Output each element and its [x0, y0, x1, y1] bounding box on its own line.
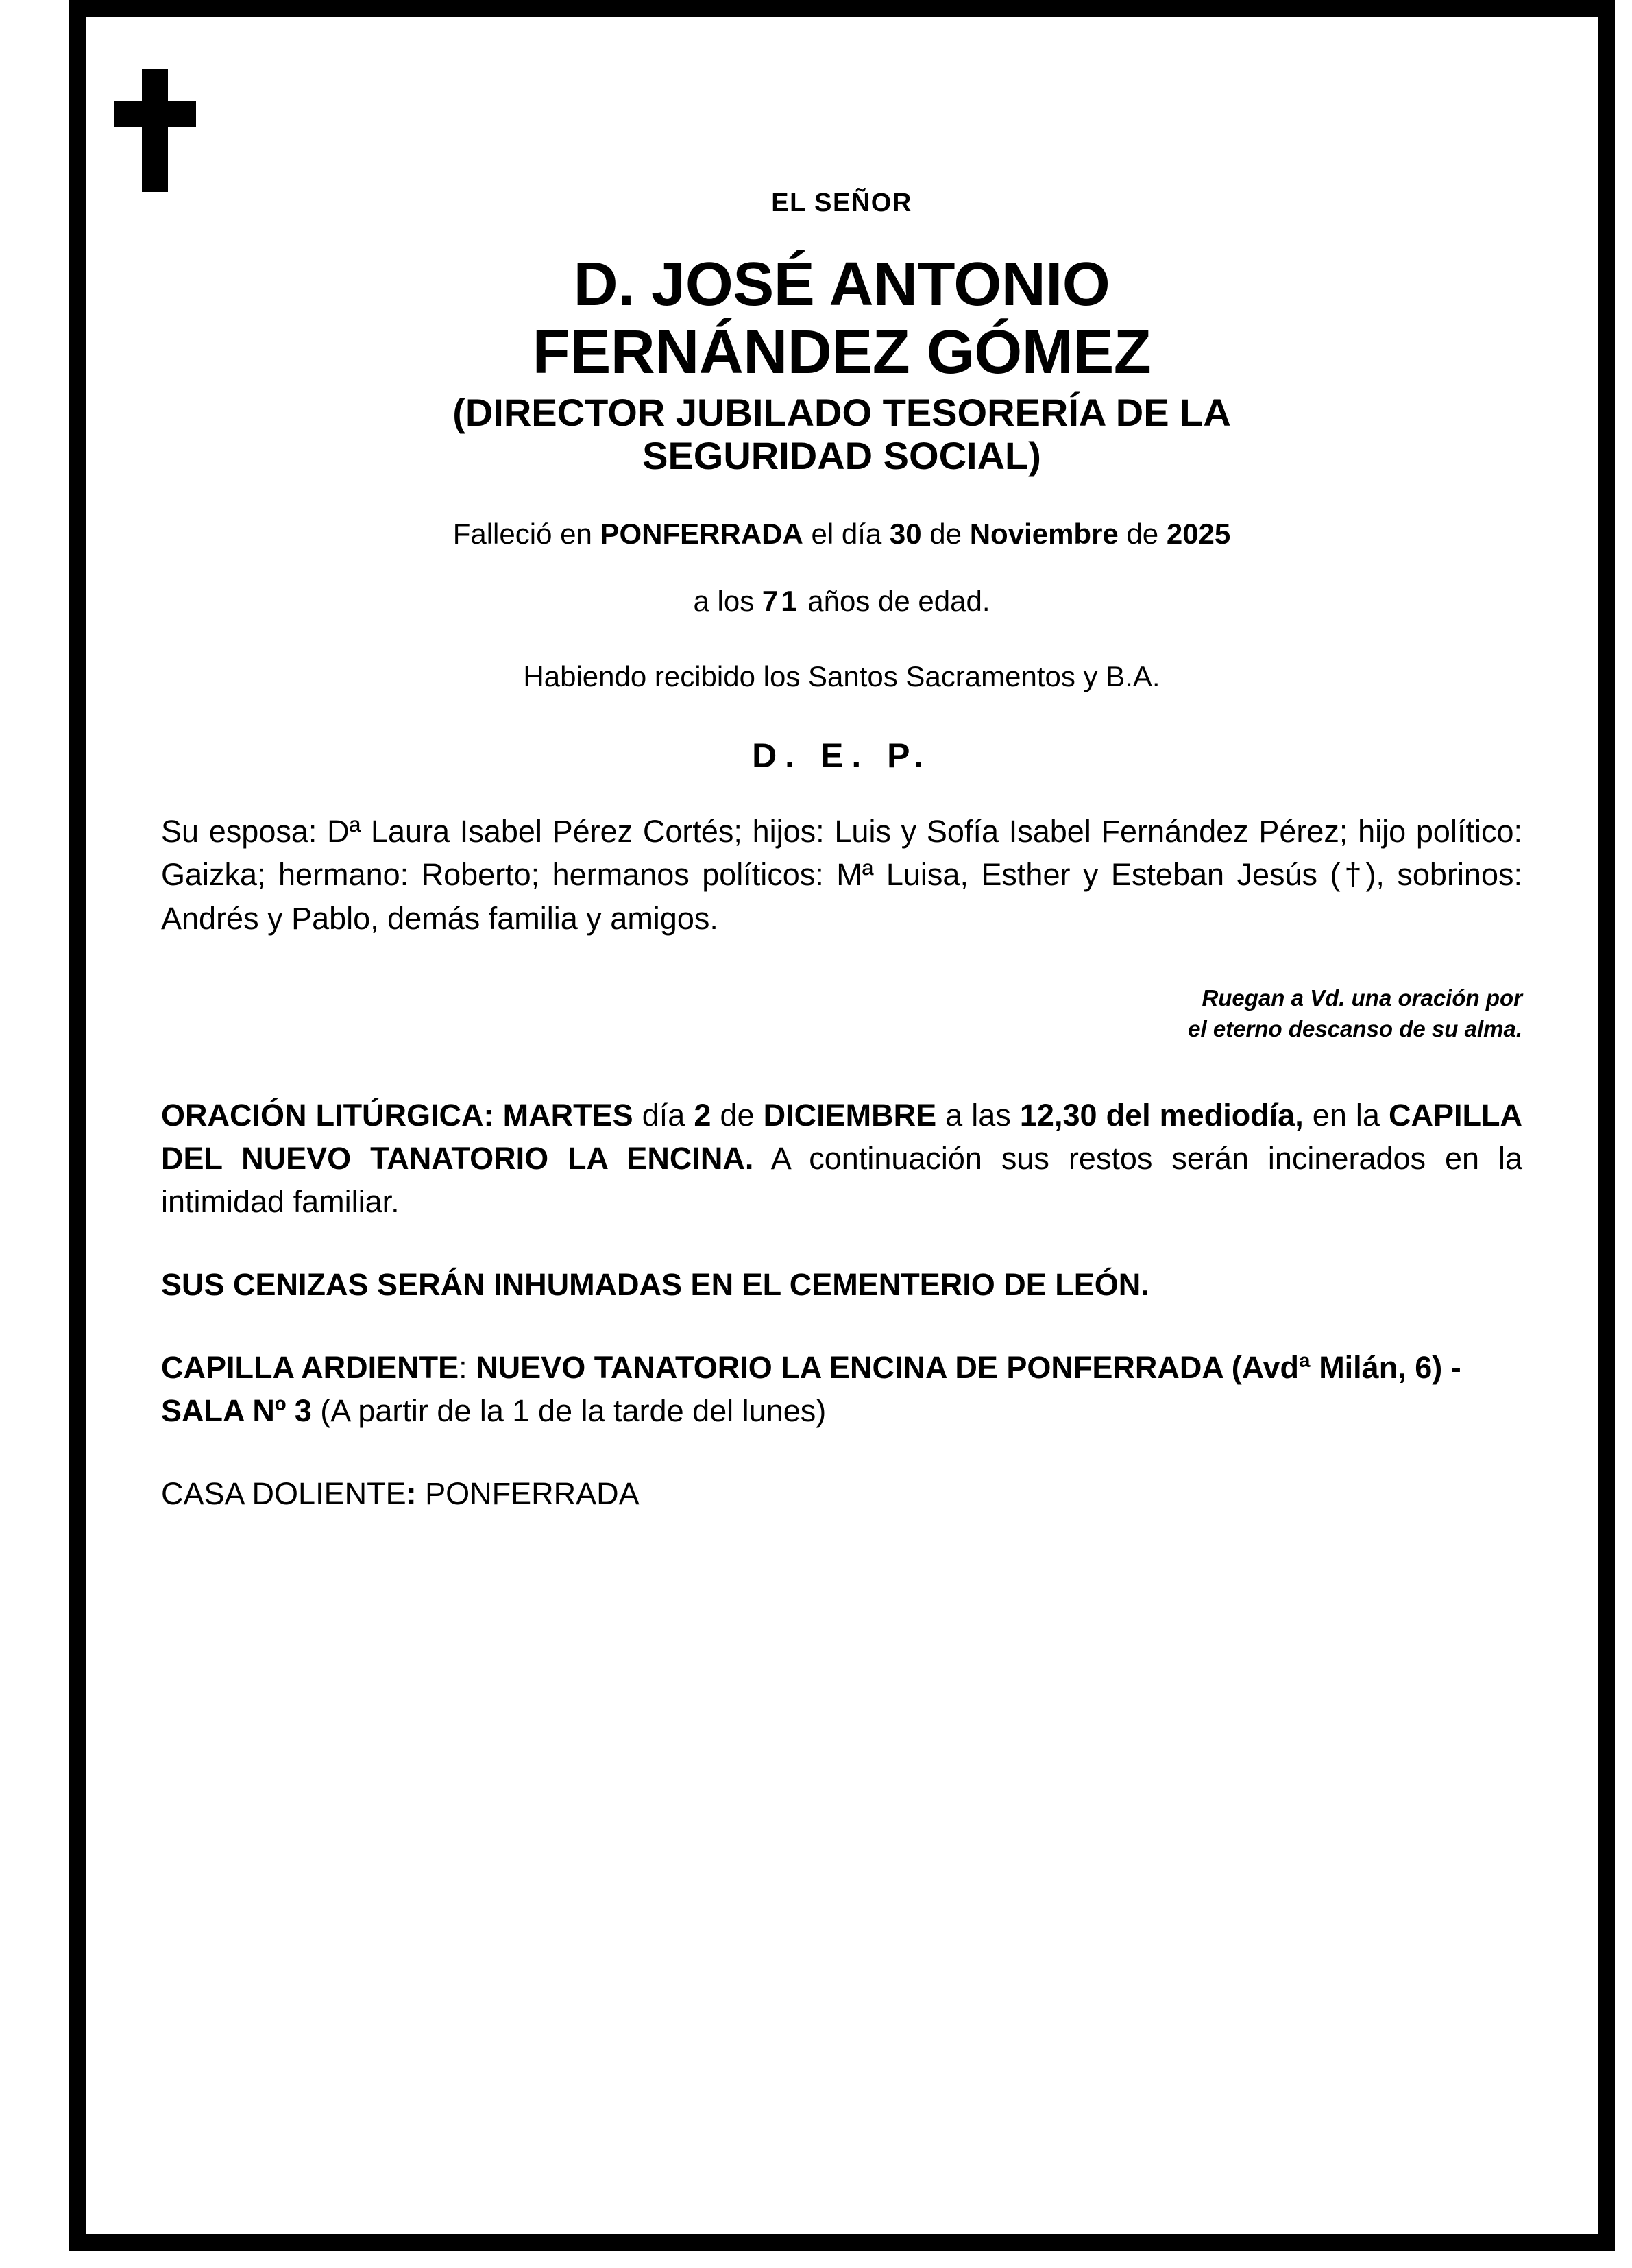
liturgy-venue: CAPILLA DEL NUEVO TANATORIO LA ENCINA.: [161, 1098, 1523, 1177]
notice-content: [161, 189, 1522, 1515]
liturgy-after: A continuación sus restos serán incinerados en la intimidad familiar.: [161, 1141, 1523, 1220]
cross-horizontal-bar: [114, 101, 196, 127]
age-line: [161, 585, 1522, 618]
liturgy-weekday: MARTES: [494, 1098, 633, 1133]
age-prefix: a los: [693, 584, 762, 617]
sacraments-line: Habiendo recibido los Santos Sacramentos y B.A.: [523, 660, 1160, 692]
death-day: 30: [889, 517, 922, 550]
death-of: de: [921, 517, 970, 550]
honorific-label: EL SEÑOR: [771, 189, 912, 217]
liturgy-time-prefix: a las: [936, 1098, 1020, 1133]
rip-abbreviation: D. E. P.: [752, 736, 931, 775]
funeral-notice-card: [69, 0, 1615, 2251]
notice-inner: [86, 17, 1598, 2234]
mourning-label: CASA DOLIENTE: [161, 1476, 406, 1512]
deceased-name-line-2: FERNÁNDEZ GÓMEZ: [532, 318, 1152, 387]
prayer-request: [161, 983, 1522, 1044]
age-value: 71: [762, 584, 800, 617]
wake-colon: :: [459, 1350, 476, 1386]
cross-vertical-bar: [142, 69, 168, 192]
mourning-colon: :: [406, 1476, 417, 1512]
liturgy-of: de: [711, 1098, 764, 1133]
death-year: 2025: [1166, 517, 1231, 550]
family-paragraph: Su esposa: Dª Laura Isabel Pérez Cortés; hijos: Luis y Sofía Isabel Fernández Pérez; hijo político: Gaizka; hermano: Roberto; hermanos políticos: Mª Luisa, Esther y Esteban Jesús (†), sobrinos: Andrés y Pablo, demás familia y amigos.: [161, 813, 1522, 937]
wake-venue: NUEVO TANATORIO LA ENCINA DE PONFERRADA (Avdª Milán, 6) - SALA Nº 3: [161, 1350, 1461, 1429]
death-month: Noviembre: [969, 517, 1119, 550]
death-line: [161, 518, 1522, 551]
liturgy-venue-prefix: en la: [1303, 1098, 1389, 1133]
deceased-role: [161, 391, 1522, 478]
death-place: PONFERRADA: [600, 517, 803, 550]
deceased-role-line-2: SEGURIDAD SOCIAL): [642, 434, 1041, 478]
death-prefix: Falleció en: [452, 517, 600, 550]
prayer-request-line-1: Ruegan a Vd. una oración por: [1202, 985, 1522, 1011]
wake-paragraph: [161, 1346, 1522, 1432]
liturgy-day-word: día: [633, 1098, 694, 1133]
death-year-sep: de: [1118, 517, 1167, 550]
liturgy-time: 12,30 del mediodía,: [1019, 1098, 1304, 1133]
death-mid: el día: [803, 517, 890, 550]
deceased-name: [161, 251, 1522, 387]
liturgy-paragraph: [161, 1094, 1522, 1223]
deceased-role-line-1: (DIRECTOR JUBILADO TESORERÍA DE LA: [452, 391, 1231, 434]
mourning-place: PONFERRADA: [416, 1476, 640, 1512]
age-suffix: años de edad.: [799, 584, 990, 617]
mourning-house-paragraph: [161, 1472, 1522, 1515]
deceased-name-line-1: D. JOSÉ ANTONIO: [573, 250, 1110, 319]
ashes-paragraph: SUS CENIZAS SERÁN INHUMADAS EN EL CEMENTERIO DE LEÓN.: [161, 1267, 1149, 1303]
liturgy-label: ORACIÓN LITÚRGICA:: [161, 1098, 494, 1133]
wake-hours: (A partir de la 1 de la tarde del lunes): [311, 1393, 827, 1429]
wake-label: CAPILLA ARDIENTE: [161, 1350, 459, 1386]
prayer-request-line-2: el eterno descanso de su alma.: [1188, 1015, 1522, 1041]
liturgy-day: 2: [694, 1098, 711, 1133]
latin-cross-icon: [106, 69, 223, 192]
liturgy-month: DICIEMBRE: [763, 1098, 937, 1133]
